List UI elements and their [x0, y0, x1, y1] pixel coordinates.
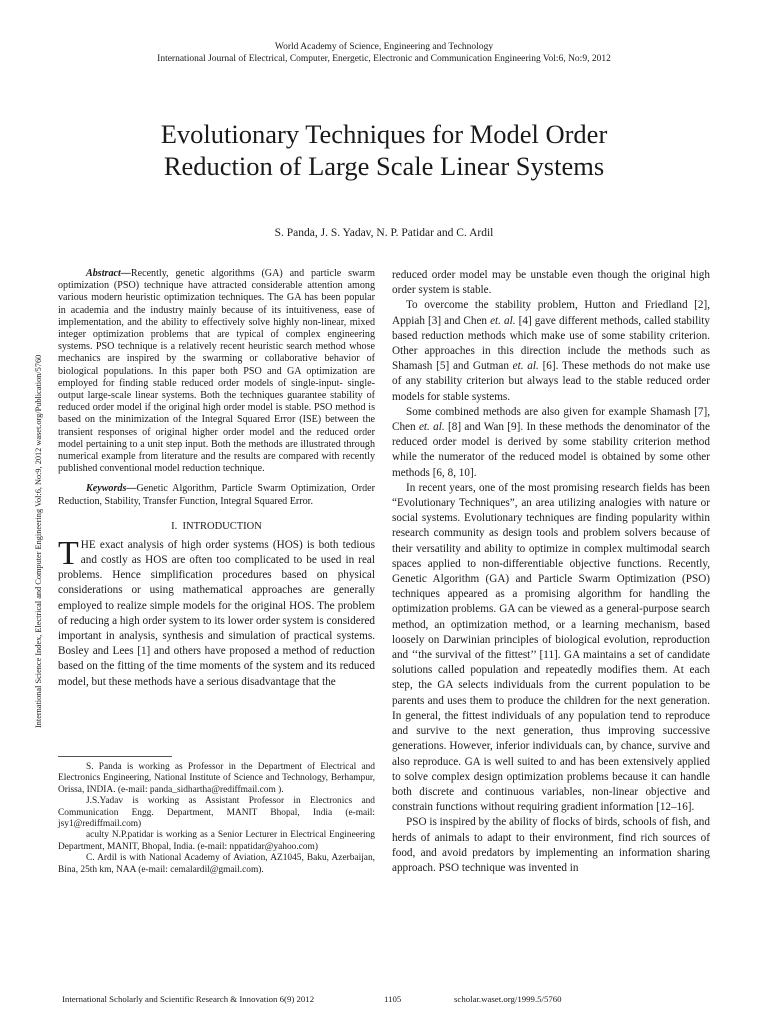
paper-title — [60, 118, 708, 182]
p2-text-b: [8] and Wan [9]. In these methods the denominator of the reduced order model is derived by some stability criterion method while the numerator of the reduced model is obtained by some other methods [6, 8, 10]. — [392, 421, 710, 479]
footnote-rule — [58, 756, 172, 757]
right-paragraph-3: In recent years, one of the most promising research fields has been “Evolutionary Techniques”, an area utilizing analogies with nature or social systems. Evolutionary techniques are finding popularity within research community as design tools and problem solvers because of their versatility and ability to optimize in complex multimodal search spaces applied to non-differentiable objective functions. Recently, Genetic Algorithm (GA) and Particle Swarm Optimization (PSO) techniques appeared as a promising algorithm for handling the optimization problems. GA can be viewed as a general-purpose search method, an optimization method, or a learning mechanism, based loosely on Darwinian principles of biological evolution, reproduction and ‘‘the survival of the fittest’’ [11]. GA maintains a set of candidate solutions called population and repeatedly modifies them. At each step, the GA selects individuals from the current population to be parents and uses them to produce the children for the next generation. In general, the fittest individuals of any population tend to reproduce and survive to the next generation, thus improving successive generations. However, inferior individuals can, by chance, survive and also reproduce. GA is well suited to and has been extensively applied to solve complex design optimization problems because it can handle both discrete and continuous variables, non-linear objective and constrain functions without requiring gradient information [12–16]. — [392, 481, 710, 814]
footnote-1: S. Panda is working as Professor in the Department of Electrical and Electronics Engineering, National Institute of Science and Technology, Berhampur, Orissa, INDIA. (e-mail: panda_sidhartha@rediffmail.com ). — [58, 762, 375, 795]
right-paragraph-4: PSO is inspired by the ability of flocks of birds, schools of fish, and herds of animals to adapt to their environment, find rich sources of food, and avoid predators by implementing an information sharing approach. PSO technique was invented in — [392, 816, 710, 874]
section-number: I. — [171, 520, 178, 532]
keywords-dash: — — [126, 483, 137, 495]
title-line-1: Evolutionary Techniques for Model Order — [160, 119, 608, 149]
keywords-label: Keywords — [86, 483, 127, 495]
p1-text-c: [6]. These methods do not make use of any stability criterion but always lead to the stable reduced order models for stable systems. — [392, 360, 711, 403]
keywords — [58, 483, 375, 507]
abstract-label: Abstract — [86, 268, 121, 279]
journal-header-line2: International Journal of Electrical, Computer, Energetic, Electronic and Communication Engineering Vol:6, No:9, 2012 — [157, 54, 611, 64]
right-paragraph-1 — [392, 298, 710, 404]
p1-text-b: [4] gave different methods, called stability based reduction methods which make use of some stability criterion. Other approaches in this direction include the methods such as Shamash [5] and Gutman — [392, 314, 711, 373]
footnote-4: C. Ardil is with National Academy of Aviation, AZ1045, Baku, Azerbaijan, Bina, 25th km, NAA (e-mail: cemalardil@gmail.com). — [58, 853, 375, 875]
footnotes — [58, 762, 375, 876]
drop-cap: T — [58, 534, 79, 572]
p1-text-a: To overcome the stability problem, Hutton and Friedland [2], Appiah [3] and Chen — [392, 299, 710, 327]
right-column — [392, 268, 710, 876]
p2-etal: et. al. — [418, 421, 445, 434]
abstract-text: Recently, genetic algorithms (GA) and particle swarm optimization (PSO) technique have attracted considerable attention among various modern heuristic optimization techniques. The GA has been popular in academia and the industry mainly because of its intuitiveness, ease of implementation, and the ability to effectively solve highly non-linear, mixed integer optimization problems that are typical of complex engineering systems. PSO technique is a relatively recent heuristic search method whose mechanics are inspired by the swarming or collaborative behavior of biological populations. In this paper both PSO and GA optimization are employed for finding stable reduced order models of single-input- single-output large-scale linear systems. Both the techniques guarantee stability of reduced order model if the original high order model is stable. PSO method is based on the minimization of the Integral Squared Error (ISE) between the transient responses of original higher order model and the reduced order model pertaining to a unit step input. Both the methods are illustrated through numerical example from literature and the results are compared with recently published conventional model reduction technique. — [58, 268, 375, 475]
right-paragraph-0: reduced order model may be unstable even though the original high order system is stable. — [392, 269, 710, 297]
keywords-text: Genetic Algorithm, Particle Swarm Optimization, Order Reduction, Stability, Transfer Function, Integral Squared Error. — [58, 483, 375, 507]
footnote-3: aculty N.P.patidar is working as a Senior Lecturer in Electrical Engineering Department, MANIT, Bhopal, India. (e-mail: nppatidar@yahoo.com) — [58, 830, 375, 852]
p1-etal-1: et. al. — [490, 314, 516, 327]
footer-page-number: 1105 — [384, 994, 402, 1004]
title-line-2: Reduction of Large Scale Linear Systems — [163, 151, 605, 181]
right-paragraph-2 — [392, 405, 710, 481]
footnote-2: J.S.Yadav is working as Assistant Professor in Electronics and Communication Engg. Department, MANIT Bhopal, India (e-mail: jsy1@rediffmail.com) — [58, 796, 375, 830]
section-title-rest: NTRODUCTION — [186, 520, 262, 532]
section-title-first: I — [182, 520, 187, 532]
author-list: S. Panda, J. S. Yadav, N. P. Patidar and C. Ardil — [274, 227, 494, 239]
abstract — [58, 268, 375, 475]
section-heading-introduction — [58, 521, 375, 532]
abstract-dash: — — [120, 268, 131, 279]
intro-paragraph — [58, 534, 375, 690]
side-citation: International Science Index, Electrical and Computer Engineering Vol:6, No:9, 2012 waset.org/Publication/5760 — [34, 354, 43, 728]
journal-header-line1: World Academy of Science, Engineering and Technology — [274, 42, 494, 52]
intro-text: HE exact analysis of high order systems (HOS) is both tedious and costly as HOS are often too complicated to be used in real problems. Hence simplification procedures based on physical considerations or using mathematical approaches are generally employed to realize simple models for the original HOS. The problem of reducing a high order system to its lower order system is considered important in analysis, synthesis and simulation of practical systems. Bosley and Lees [1] and others have proposed a method of reduction based on the fitting of the time moments of the system and its reduced model, but these methods have a serious disadvantage that the — [58, 538, 375, 688]
footer-url[interactable]: scholar.waset.org/1999.5/5760 — [454, 994, 562, 1004]
left-column — [58, 268, 375, 690]
footer-journal: International Scholarly and Scientific Research & Innovation 6(9) 2012 — [62, 994, 315, 1004]
p1-etal-2: et. al. — [512, 360, 539, 373]
p2-text-a: Some combined methods are also given for example Shamash [7], Chen — [392, 405, 710, 434]
